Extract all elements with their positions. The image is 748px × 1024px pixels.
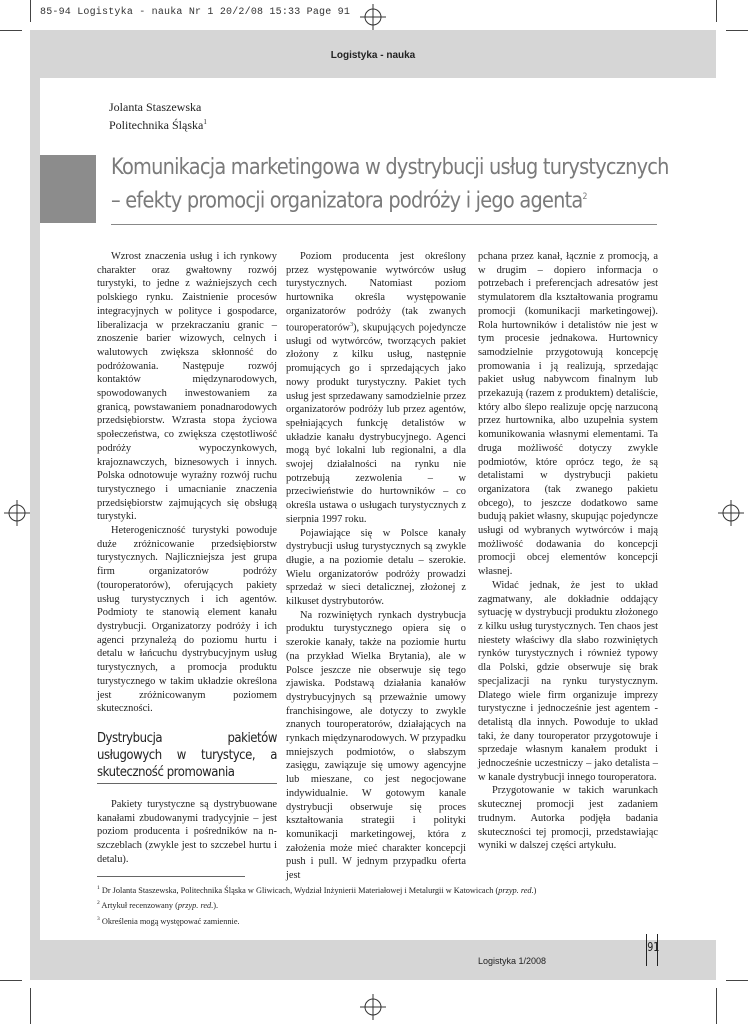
footnote-italic: przyp. red. [498, 885, 534, 895]
crop-mark [726, 980, 748, 981]
registration-mark-icon [718, 500, 744, 526]
crop-mark [0, 980, 22, 981]
section-rule [97, 783, 277, 784]
title-accent-block [40, 155, 96, 223]
footnote-ref: 3 [350, 321, 354, 328]
crop-mark [716, 0, 717, 22]
article-title [111, 152, 679, 216]
author-affiliation [109, 115, 207, 133]
paragraph: Widać jednak, że jest to układ zagmatwany, ale dokładnie oddający sytuację w dystrybucji produktu złożonego z kilku usług turystycznych. Ten chaos jest niestety właściwy dla słabo rozwiniętych rynków turystycznych i również typowy dla Polski, gdzie obserwuje się brak specjalizacji na rynku turystycznym. Dlatego wiele firm organizuje imprezy turystyczne i jednocześnie jest agentem - detalistą dla innych. Powoduje to układ taki, że dany touroperator przygotowuje i sprzedaje własnym kanałem produkt i jednocześnie uczestniczy – jako detalista – w kanale dystrybucji innego touroperatora. [478, 579, 658, 783]
title-line-1: Komunikacja marketingowa w dystrybucji usług turystycznych [111, 154, 669, 180]
title-rule [111, 224, 657, 225]
author-name: Jolanta Staszewska [109, 100, 202, 114]
registration-mark-icon [4, 500, 30, 526]
footnote-text: Artykuł recenzowany ( [99, 901, 178, 911]
footnote-text: ). [213, 901, 219, 911]
paragraph: Wzrost znaczenia usług i ich rynkowy charakter oraz gwałtowny rozwój turystyki, to jedne z ważniejszych cech polskiego rynku. Zaistnienie procesów integracyjnych w polityce i gospodarce, liberalizacja w przekraczaniu granic – znoszenie barier wizowych, celnych i walutowych zwiększa skłonność do podróżowania. Następuje rozwój kontaktów międzynarodowych, spowodowanych inwestowaniem za granicą, powstawaniem ponadnarodowych przedsiębiorstw. Wzrasta stopa życiowa społeczeństwa, co zwiększa częstotliwość podróży wypoczynkowych, krajoznawczych, biznesowych i innych. Polska odnotowuje wyraźny rozwój ruchu turystycznego i umacnianie znaczenia przedsiębiorstw zajmujących się obsługą turystyki. [97, 251, 277, 523]
footnote-number: 2 [97, 900, 100, 907]
footnote-number: 1 [97, 885, 100, 891]
registration-mark-icon [360, 994, 386, 1020]
footnote-2 [97, 897, 667, 912]
footnote-text: Określenia mogą występować zamiennie. [99, 916, 240, 926]
paragraph: Pojawiające się w Polsce kanały dystrybucji usług turystycznych są zwykle długie, a na poziomie detalu – szerokie. Wielu organizatorów podróży prowadzi sprzedaż w sieci detalicznej, złożonej z kilkuset dystrybutorów. [286, 527, 466, 608]
crop-mark [726, 30, 748, 31]
footnote-rule [97, 876, 245, 877]
footnote-italic: przyp. red. [177, 901, 214, 911]
footnote-1 [97, 882, 667, 897]
paragraph: Na rozwiniętych rynkach dystrybucja produktu turystycznego opiera się o szerokie kanały, także na poziomie hurtu (na przykład Wielka Brytania), ale w Polsce jeszcze nie obserwuje się tego zjawiska. Podstawą działania kanałów dystrybucyjnych są przeważnie umowy franchisingowe, ale dotyczy to zwykle znanych touroperatorów, działających na rynkach międzynarodowych. W przypadku mniejszych podmiotów, o słabszym zasięgu, zawiązuje się umowy agencyjne lub mieszane, co jest negocjowane indywidualnie. W gotowym kanale dystrybucji obserwuje się proces kształtowania strategii i polityki komunikacji marketingowej, która z założenia może mieć charakter koncepcji push i pull. W jednym przypadku oferta jest [286, 609, 466, 882]
footnote-text: ) [533, 885, 537, 895]
paragraph [286, 250, 466, 527]
journal-issue: Logistyka 1/2008 [478, 956, 547, 966]
paragraph: Przygotowanie w takich warunkach skutecznej promocji jest zadaniem trudnym. Autorka podjęła badania skuteczności tej promocji, przedstawiając wyniki w dalszej części artykułu. [478, 785, 658, 852]
column-1 [97, 250, 277, 866]
title-line-2-text: – efekty promocji organizatora podróży i jego agenta [111, 187, 583, 214]
footnotes [97, 882, 667, 928]
registration-mark-icon [360, 4, 386, 30]
paragraph-text: Poziom producenta jest określony przez występowanie wytwórców usług turystycznych. Natomiast poziom hurtownika określa występowanie organizatorów podróży (tak zwanych touroperatorów [286, 251, 466, 333]
footnote-text: Dr Jolanta Staszewska, Politechnika Śląska w Gliwicach, Wydział Inżynierii Materiałowej i Metalurgii w Katowicach ( [99, 885, 499, 895]
affiliation-text: Politechnika Śląska [109, 118, 204, 132]
column-2 [286, 250, 466, 883]
header-band [30, 30, 716, 78]
paragraph: Heterogeniczność turystyki powoduje duże zróżnicowanie przedsiębiorstw turystycznych. Najliczniejsza jest grupa firm organizatorów podróży (touroperatorów), oferujących pakiety usług turystycznych i ich agentów. Podmioty te stanowią element kanału dystrybucji. Organizatorzy podróży i ich agenci przynależą do poziomu hurtu i detalu w łańcuchu dystrybucyjnym usług turystycznych, a promocja produktu turystycznego w takim układzie określona jest zróżnicowanym poziomem skuteczności. [97, 525, 277, 715]
paragraph-text: ), skupujących pojedyncze usługi od wytwórców, tworzących pakiet złożony z kilku usług, następnie promujących go i sprzedających jako nowy produkt turystyczny. Pakiet tych usług jest sprzedawany samodzielnie przez organizatorów podróży lub przez agentów, spełniających funkcję detalistów w układzie kanału dystrybucyjnego. Agenci mogą być lokalni lub regionalni, a dla swojej działalności na rynku nie potrzebują zezwolenia – w przeciwieństwie do hurtowników – co określa ustawa o usługach turystycznych z sierpnia 1997 roku. [286, 321, 466, 525]
footnote-ref: 2 [582, 192, 587, 202]
running-head: Logistyka - nauka [330, 50, 416, 61]
title-line-2 [111, 182, 679, 216]
left-margin-band [30, 30, 40, 940]
print-slug: 85-94 Logistyka - nauka Nr 1 20/2/08 15:33 Page 91 [40, 7, 351, 18]
author-block [109, 100, 207, 133]
paragraph: pchana przez kanał, łącznie z promocją, a w drugim – dopiero informacja o potrzebach i preferencjach adresatów jest stymulatorem dla kształtowania programu promocji (komunikacji marketingowej). Rola hurtowników i detalistów nie jest w tym procesie jednakowa. Hurtownicy samodzielnie przygotowują koncepcję promowania i ją realizują, sprzedając pakiet usług nabywcom finalnym lub przekazują (razem z produktem) detaliście, który albo ślepo realizuje opcję narzuconą przez hurtownika, albo uzupełnia system komunikowania własnymi elementami. Ta druga możliwość dotyczy zwykle podmiotów, które oprócz tego, że są detalistami w dystrybucji pakietu organizatora (tak zwanego pakietu obcego), to jeszcze dodatkowo same budują pakiet własny, skupując pojedyncze usługi od wybranych wytwórców i mają możliwość dodawania do koncepcji promocji obcej elementów koncepcji własnej. [478, 251, 658, 578]
column-3 [478, 250, 658, 853]
footnote-3 [97, 913, 667, 928]
crop-mark [716, 988, 717, 1024]
crop-mark [0, 30, 22, 31]
section-heading: Dystrybucja pakietów usługowych w turystyce, a skuteczność promowania [97, 730, 277, 780]
paragraph: Pakiety turystyczne są dystrybuowane kanałami zbudowanymi tradycyjnie – jest poziom producenta i pośredników na n- szczeblach (zwykle jest to szczebel hurtu i detalu). [97, 798, 277, 865]
footer-band [30, 940, 716, 980]
footnote-number: 3 [97, 915, 100, 922]
crop-mark [30, 988, 31, 1024]
footnote-ref: 1 [203, 118, 207, 126]
page-number: 91 [647, 940, 660, 954]
crop-mark [30, 0, 31, 22]
